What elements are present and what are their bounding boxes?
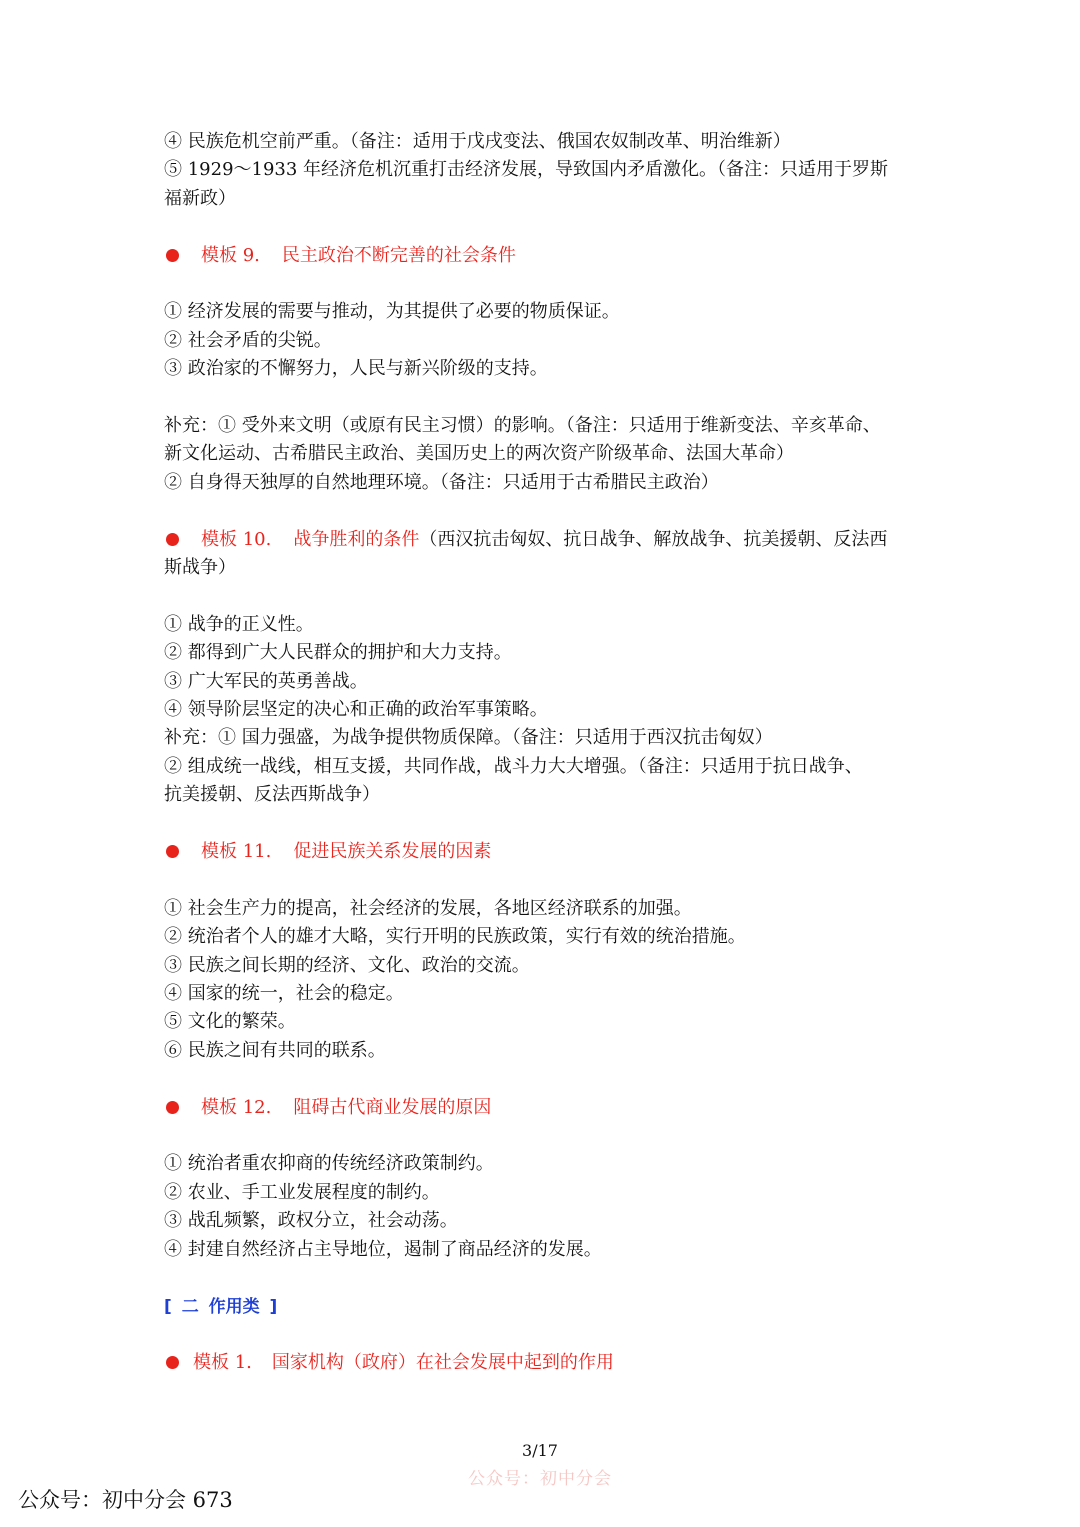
- list-item: ② 都得到广大人民群众的拥护和大力支持。: [164, 642, 512, 664]
- supplement-line: 抗美援朝、反法西斯战争）: [164, 784, 380, 806]
- footer-caption: 公众号：初中分会 673: [18, 1488, 233, 1512]
- template-note: （西汉抗击匈奴、抗日战争、解放战争、抗美援朝、反法西: [419, 528, 888, 550]
- bullet-icon: [166, 249, 179, 262]
- bullet-icon: [166, 1101, 179, 1114]
- template-title: 战争胜利的条件: [293, 528, 420, 550]
- list-item: ⑤ 文化的繁荣。: [164, 1011, 296, 1033]
- supplement-line: 补充：① 受外来文明（或原有民主习惯）的影响。（备注：只适用于维新变法、辛亥革命、: [164, 415, 881, 437]
- template-10-heading: [164, 526, 924, 554]
- supplement-line: ② 自身得天独厚的自然地理环境。（备注：只适用于古希腊民主政治）: [164, 471, 719, 493]
- list-item: ① 战争的正义性。: [164, 613, 314, 635]
- template-note-cont: 斯战争）: [164, 557, 236, 579]
- bullet-icon: [166, 533, 179, 546]
- template-number: 模板 1.: [193, 1352, 252, 1374]
- template-title: 国家机构（政府）在社会发展中起到的作用: [271, 1352, 614, 1374]
- template-11-heading: [164, 838, 924, 866]
- template-title: 促进民族关系发展的因素: [293, 841, 492, 863]
- section-title: [ 二 作用类 ]: [164, 1296, 278, 1317]
- list-item: ② 农业、手工业发展程度的制约。: [164, 1181, 440, 1203]
- template-1-heading: [164, 1349, 924, 1377]
- text-line: 福新政）: [164, 187, 236, 209]
- list-item: ④ 国家的统一，社会的稳定。: [164, 983, 404, 1005]
- text-line: ⑤ 1929～1933 年经济危机沉重打击经济发展，导致国内矛盾激化。（备注：只适用于罗斯: [164, 159, 889, 181]
- list-item: ④ 封建自然经济占主导地位，遏制了商品经济的发展。: [164, 1238, 602, 1260]
- list-item: ① 社会生产力的提高，社会经济的发展，各地区经济联系的加强。: [164, 897, 692, 919]
- list-item: ④ 领导阶层坚定的决心和正确的政治军事策略。: [164, 699, 548, 721]
- list-item: ③ 民族之间长期的经济、文化、政治的交流。: [164, 954, 530, 976]
- text-line: ④ 民族危机空前严重。（备注：适用于戊戌变法、俄国农奴制改革、明治维新）: [164, 131, 791, 152]
- list-item: ③ 战乱频繁，政权分立，社会动荡。: [164, 1210, 458, 1232]
- template-number: 模板 10.: [201, 528, 272, 550]
- list-item: ⑥ 民族之间有共同的联系。: [164, 1039, 386, 1061]
- bullet-icon: [166, 1356, 179, 1369]
- supplement-line: 补充：① 国力强盛，为战争提供物质保障。（备注：只适用于西汉抗击匈奴）: [164, 727, 773, 749]
- bullet-icon: [166, 845, 179, 858]
- template-title: 阻碍古代商业发展的原因: [293, 1096, 492, 1118]
- template-title: 民主政治不断完善的社会条件: [281, 244, 516, 266]
- template-number: 模板 12.: [201, 1096, 272, 1118]
- list-item: ③ 广大军民的英勇善战。: [164, 670, 368, 692]
- template-number: 模板 9.: [201, 244, 260, 266]
- supplement-line: ② 组成统一战线，相互支援，共同作战，战斗力大大增强。（备注：只适用于抗日战争、: [164, 755, 863, 777]
- list-item: ① 统治者重农抑商的传统经济政策制约。: [164, 1153, 494, 1175]
- template-9-heading: [164, 242, 924, 270]
- template-number: 模板 11.: [201, 841, 272, 863]
- watermark: 公众号：初中分会: [468, 1469, 612, 1489]
- list-item: ② 社会矛盾的尖锐。: [164, 329, 332, 351]
- supplement-line: 新文化运动、古希腊民主政治、美国历史上的两次资产阶级革命、法国大革命）: [164, 443, 794, 465]
- template-12-heading: [164, 1094, 924, 1122]
- document-page: [164, 128, 924, 1378]
- list-item: ① 经济发展的需要与推动，为其提供了必要的物质保证。: [164, 301, 620, 323]
- page-number: 3/17: [522, 1441, 558, 1460]
- list-item: ③ 政治家的不懈努力，人民与新兴阶级的支持。: [164, 358, 548, 380]
- list-item: ② 统治者个人的雄才大略，实行开明的民族政策，实行有效的统治措施。: [164, 926, 746, 948]
